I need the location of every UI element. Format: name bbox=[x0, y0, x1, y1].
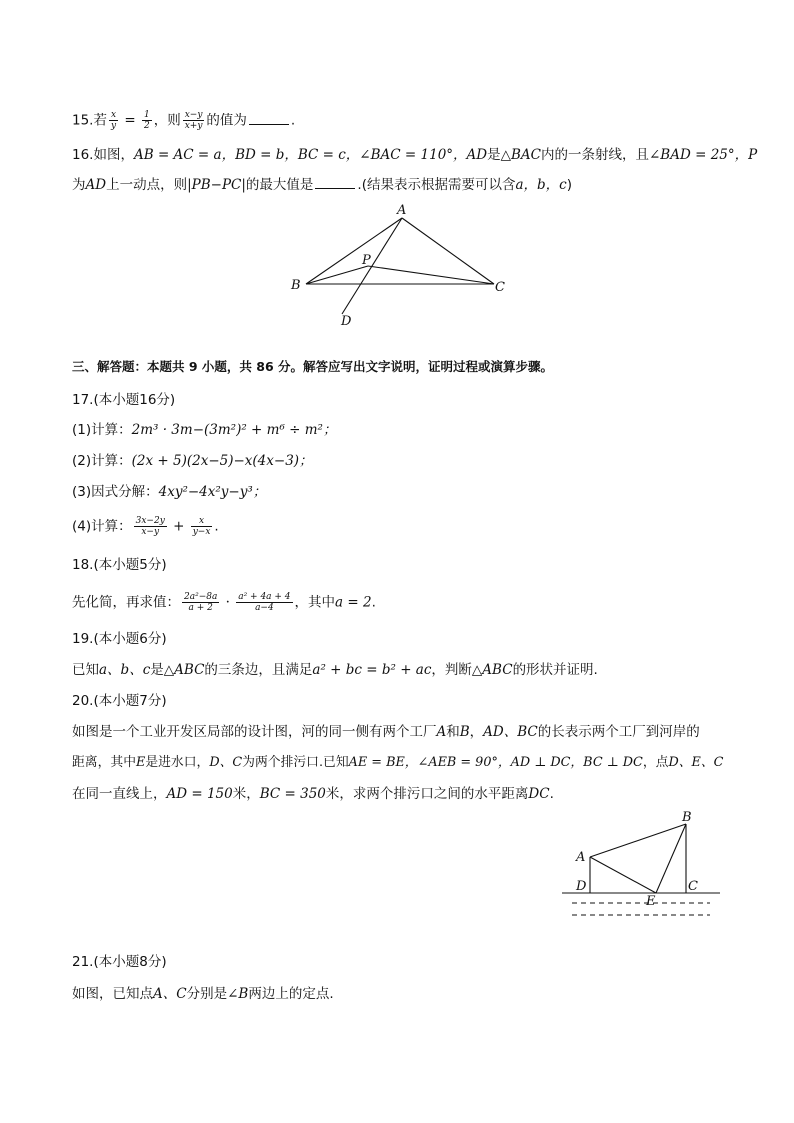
segment-ba bbox=[306, 218, 402, 284]
label-c: C bbox=[495, 280, 505, 295]
label-a: A bbox=[397, 203, 407, 218]
label-p: P bbox=[362, 253, 371, 268]
question-17-part4: (4)计算： $\frac{3x-2y}{x-y}$ + $\frac{x}{y-x}$ . bbox=[72, 516, 219, 537]
question-17-header: 17.(本小题16分) bbox=[72, 392, 176, 408]
label-b: B bbox=[682, 810, 692, 825]
question-19-body: 已知a、b、c是△ABC的三条边，且满足a² + bc = b² + ac，判断△ABC的形状并证明. bbox=[72, 662, 598, 678]
label-c: C bbox=[688, 879, 698, 894]
question-20-header: 20.(本小题7分) bbox=[72, 693, 167, 709]
question-18-body: 先化简，再求值： $\frac{\text{2a²−8a}}{a + 2}$ · $\frac{\text{a² + 4a + 4}}{a-4}$ ，其中a = 2. bbox=[72, 592, 376, 613]
question-20-line1: 如图是一个工业开发区局部的设计图，河的同一侧有两个工厂A和B，AD、BC的长表示两个工厂到河岸的 bbox=[72, 724, 700, 740]
ray-ad bbox=[342, 218, 402, 314]
question-17-part1: (1)计算：2m³ · 3m−(3m²)² + m⁶ ÷ m²； bbox=[72, 422, 337, 438]
question-17-part3: (3)因式分解：4xy²−4x²y−y³； bbox=[72, 484, 267, 500]
segment-ae bbox=[590, 857, 656, 893]
label-b: B bbox=[291, 278, 301, 293]
question-16-line1: 16.如图，AB = AC = a，BD = b，BC = c，∠BAC = 110°，AD是△BAC内的一条射线，且∠BAD = 25°，P bbox=[72, 147, 758, 163]
label-a: A bbox=[576, 850, 586, 865]
triangle-figure-q16 bbox=[280, 198, 520, 333]
question-19-header: 19.(本小题6分) bbox=[72, 631, 167, 647]
answer-blank[interactable] bbox=[315, 176, 355, 189]
segment-ab bbox=[590, 824, 686, 857]
question-17-part2: (2)计算：(2x + 5)(2x−5)−x(4x−3)； bbox=[72, 453, 313, 469]
segment-pc bbox=[368, 266, 494, 284]
fraction-x-over-y: $\frac{x}{y}$ bbox=[110, 110, 117, 131]
question-20-line3: 在同一直线上，AD = 150米，BC = 350米，求两个排污口之间的水平距离DC. bbox=[72, 786, 554, 802]
label-d: D bbox=[341, 314, 352, 329]
question-21-body: 如图，已知点A、C分别是∠B两边上的定点. bbox=[72, 986, 334, 1002]
question-21-header: 21.(本小题8分) bbox=[72, 954, 167, 970]
segment-ac bbox=[402, 218, 494, 284]
segment-be bbox=[656, 824, 686, 893]
fraction-expression: $\frac{x-y}{x+y}$ bbox=[184, 110, 203, 131]
question-15: 15.若 $\frac{x}{y}$ = $\frac{1}{2}$ ，则 $\frac{x-y}{x+y}$ 的值为 . bbox=[72, 110, 296, 131]
label-d: D bbox=[576, 879, 587, 894]
question-18-header: 18.(本小题5分) bbox=[72, 557, 167, 573]
question-16-line2: 为AD上一动点，则|PB−PC|的最大值是 .(结果表示根据需要可以含a，b，c) bbox=[72, 177, 573, 193]
river-factory-figure-q20 bbox=[560, 806, 730, 921]
fraction-one-half: $\frac{1}{2}$ bbox=[143, 110, 150, 131]
segment-bp bbox=[306, 266, 368, 284]
question-20-line2: 距离，其中E是进水口，D、C为两个排污口.已知AE = BE，∠AEB = 90°，AD ⊥ DC，BC ⊥ DC，点D、E、C bbox=[72, 755, 724, 770]
label-e: E bbox=[646, 894, 656, 909]
section-3-heading: 三、解答题：本题共 9 小题，共 86 分。解答应写出文字说明，证明过程或演算步骤。 bbox=[72, 359, 554, 374]
answer-blank[interactable] bbox=[249, 112, 289, 125]
